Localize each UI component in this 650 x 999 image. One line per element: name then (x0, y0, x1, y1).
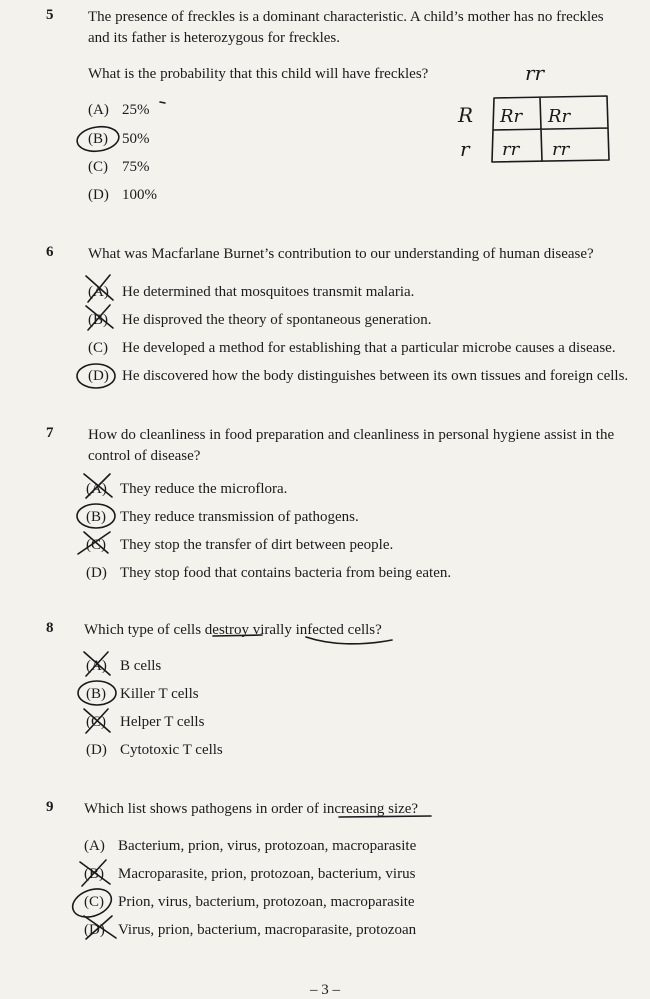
punnett-square-grid (492, 96, 609, 162)
ink-dash (160, 102, 165, 103)
question-stem-line: Which type of cells destroy virally infected cells? (84, 622, 382, 638)
option-d[interactable]: (D) Virus, prion, bacterium, macroparasite, protozoan (84, 922, 417, 938)
option-b[interactable]: (B) Macroparasite, prion, protozoan, bacterium, virus (84, 866, 416, 882)
option-c[interactable]: (C) He developed a method for establishing that a particular microbe causes a disease. (88, 340, 616, 356)
question-stem-line: and its father is heterozygous for freckles. (88, 30, 340, 46)
option-c[interactable]: (C) 75% (88, 159, 150, 175)
punnett-cell: rr (502, 139, 520, 160)
option-c[interactable]: (C) Helper T cells (86, 714, 205, 730)
option-b[interactable]: (B) They reduce transmission of pathogens. (86, 509, 359, 525)
handwritten-row-label-R: R (458, 103, 474, 127)
option-d[interactable]: (D) They stop food that contains bacteria from being eaten. (86, 565, 452, 581)
question-number: 6 (46, 244, 54, 260)
question-stem-line: The presence of freckles is a dominant characteristic. A child’s mother has no freckles (88, 9, 604, 25)
handwritten-genotype-mother: rr (525, 61, 545, 85)
option-a[interactable]: (A) 25% (88, 102, 150, 118)
page-number: – 3 – (310, 982, 340, 998)
question-number: 7 (46, 425, 54, 441)
question-number: 5 (46, 7, 54, 23)
question-stem-line: Which list shows pathogens in order of increasing size? (84, 801, 419, 817)
handwritten-row-label-r: r (460, 137, 470, 161)
question-stem-line: What was Macfarlane Burnet’s contribution to our understanding of human disease? (88, 246, 594, 262)
punnett-cell: Rr (500, 106, 523, 127)
punnett-cell: Rr (548, 106, 571, 127)
question-stem-line: How do cleanliness in food preparation and cleanliness in personal hygiene assist in the (88, 427, 615, 443)
option-b[interactable]: (B) Killer T cells (86, 686, 199, 702)
option-b[interactable]: (B) 50% (88, 131, 150, 147)
option-a[interactable]: (A) He determined that mosquitoes transmit malaria. (88, 284, 415, 300)
option-c[interactable]: (C) Prion, virus, bacterium, protozoan, macroparasite (84, 894, 415, 910)
option-d[interactable]: (D) Cytotoxic T cells (86, 742, 223, 758)
option-d[interactable]: (D) 100% (88, 187, 157, 203)
question-number: 8 (46, 620, 54, 636)
option-a[interactable]: (A) B cells (86, 658, 162, 674)
option-b[interactable]: (B) He disproved the theory of spontaneous generation. (88, 312, 432, 328)
option-a[interactable]: (A) Bacterium, prion, virus, protozoan, macroparasite (84, 838, 417, 854)
option-a[interactable]: (A) They reduce the microflora. (86, 481, 288, 497)
question-stem-line: control of disease? (88, 448, 201, 464)
option-d[interactable]: (D) He discovered how the body distinguishes between its own tissues and foreign cells. (88, 368, 629, 384)
punnett-cell: rr (552, 139, 570, 160)
option-c[interactable]: (C) They stop the transfer of dirt between people. (86, 537, 394, 553)
question-prompt: What is the probability that this child will have freckles? (88, 66, 429, 82)
question-number: 9 (46, 799, 54, 815)
